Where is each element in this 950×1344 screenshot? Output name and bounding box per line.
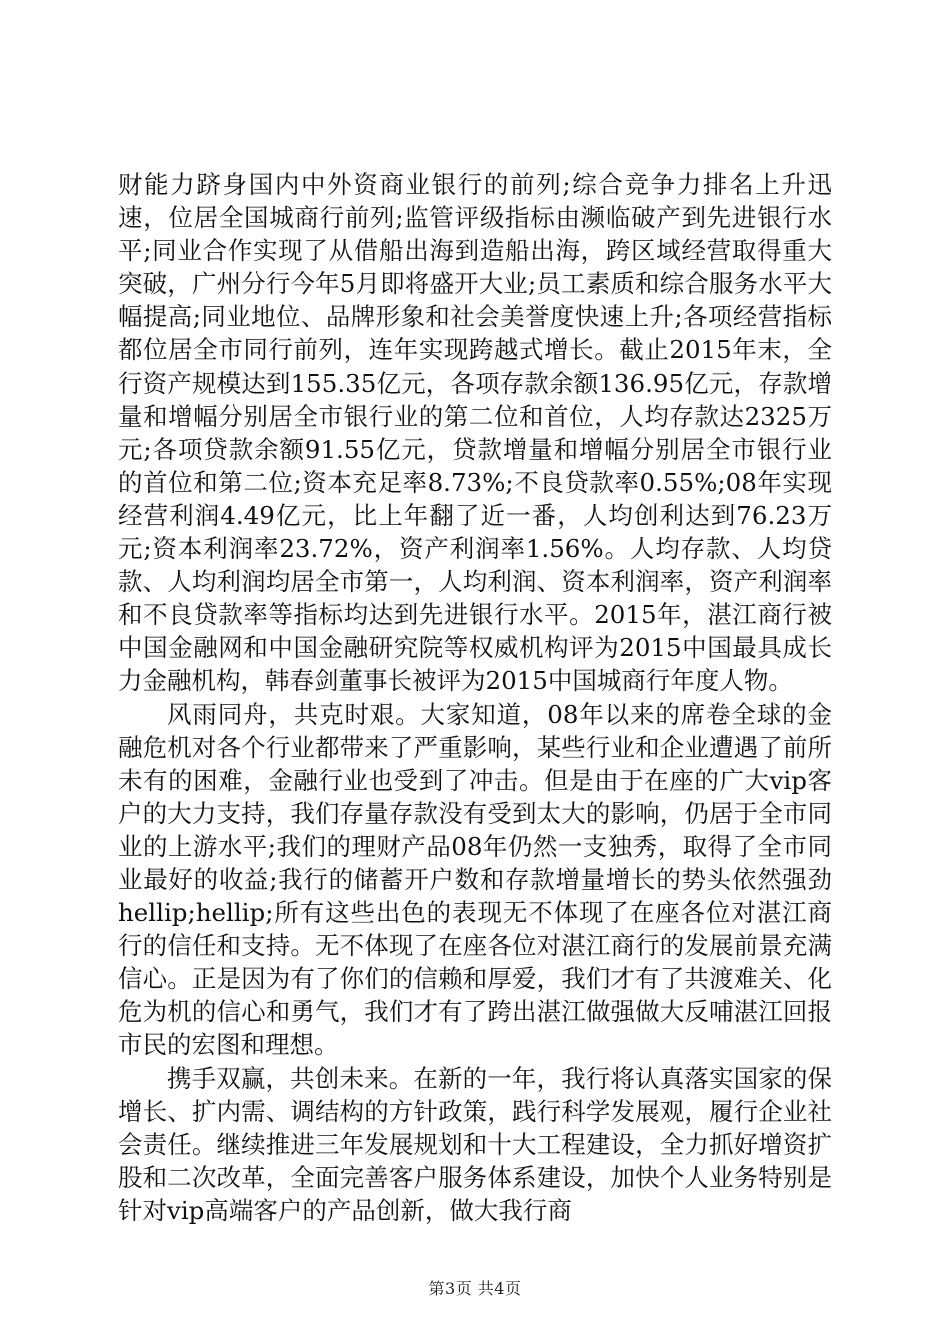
page-footer: [0, 1276, 950, 1299]
paragraph-3: 携手双赢，共创未来。在新的一年，我行将认真落实国家的保增长、扩内需、调结构的方针政策，践行科学发展观，履行企业社会责任。继续推进三年发展规划和十大工程建设，全力抓好增资扩股和二次改革，全面完善客户服务体系建设，加快个人业务特别是针对vip高端客户的产品创新，做大我行商: [118, 1063, 832, 1225]
page-number-label: 第3页 共4页: [428, 1279, 522, 1298]
document-body: [118, 168, 832, 1227]
paragraph-1: 财能力跻身国内中外资商业银行的前列;综合竞争力排名上升迅速，位居全国城商行前列;监管评级指标由濒临破产到先进银行水平;同业合作实现了从借船出海到造船出海，跨区域经营取得重大突破，广州分行今年5月即将盛开大业;员工素质和综合服务水平大幅提高;同业地位、品牌形象和社会美誉度快速上升;各项经营指标都位居全市同行前列，连年实现跨越式增长。截止2015年末，全行资产规模达到155.35亿元，各项存款余额136.95亿元，存款增量和增幅分别居全市银行业的第二位和首位，人均存款达2325万元;各项贷款余额91.55亿元，贷款增量和增幅分别居全市银行业的首位和第二位;资本充足率8.73%;不良贷款率0.55%;08年实现经营利润4.49亿元，比上年翻了近一番，人均创利达到76.23万元;资本利润率23.72%，资产利润率1.56%。人均存款、人均贷款、人均利润均居全市第一，人均利润、资本利润率，资产利润率和不良贷款率等指标均达到先进银行水平。2015年，湛江商行被中国金融网和中国金融研究院等权威机构评为2015中国最具成长力金融机构，韩春剑董事长被评为2015中国城商行年度人物。: [118, 170, 832, 696]
paragraph-2: 风雨同舟，共克时艰。大家知道，08年以来的席卷全球的金融危机对各个行业都带来了严重影响，某些行业和企业遭遇了前所未有的困难，金融行业也受到了冲击。但是由于在座的广大vip客户的大力支持，我们存量存款没有受到太大的影响，仍居于全市同业的上游水平;我们的理财产品08年仍然一支独秀，取得了全市同业最好的收益;我行的储蓄开户数和存款增量增长的势头依然强劲hellip;hellip;所有这些出色的表现无不体现了在座各位对湛江商行的信任和支持。无不体现了在座各位对湛江商行的发展前景充满信心。正是因为有了你们的信赖和厚爱，我们才有了共渡难关、化危为机的信心和勇气，我们才有了跨出湛江做强做大反哺湛江回报市民的宏图和理想。: [118, 699, 832, 1060]
